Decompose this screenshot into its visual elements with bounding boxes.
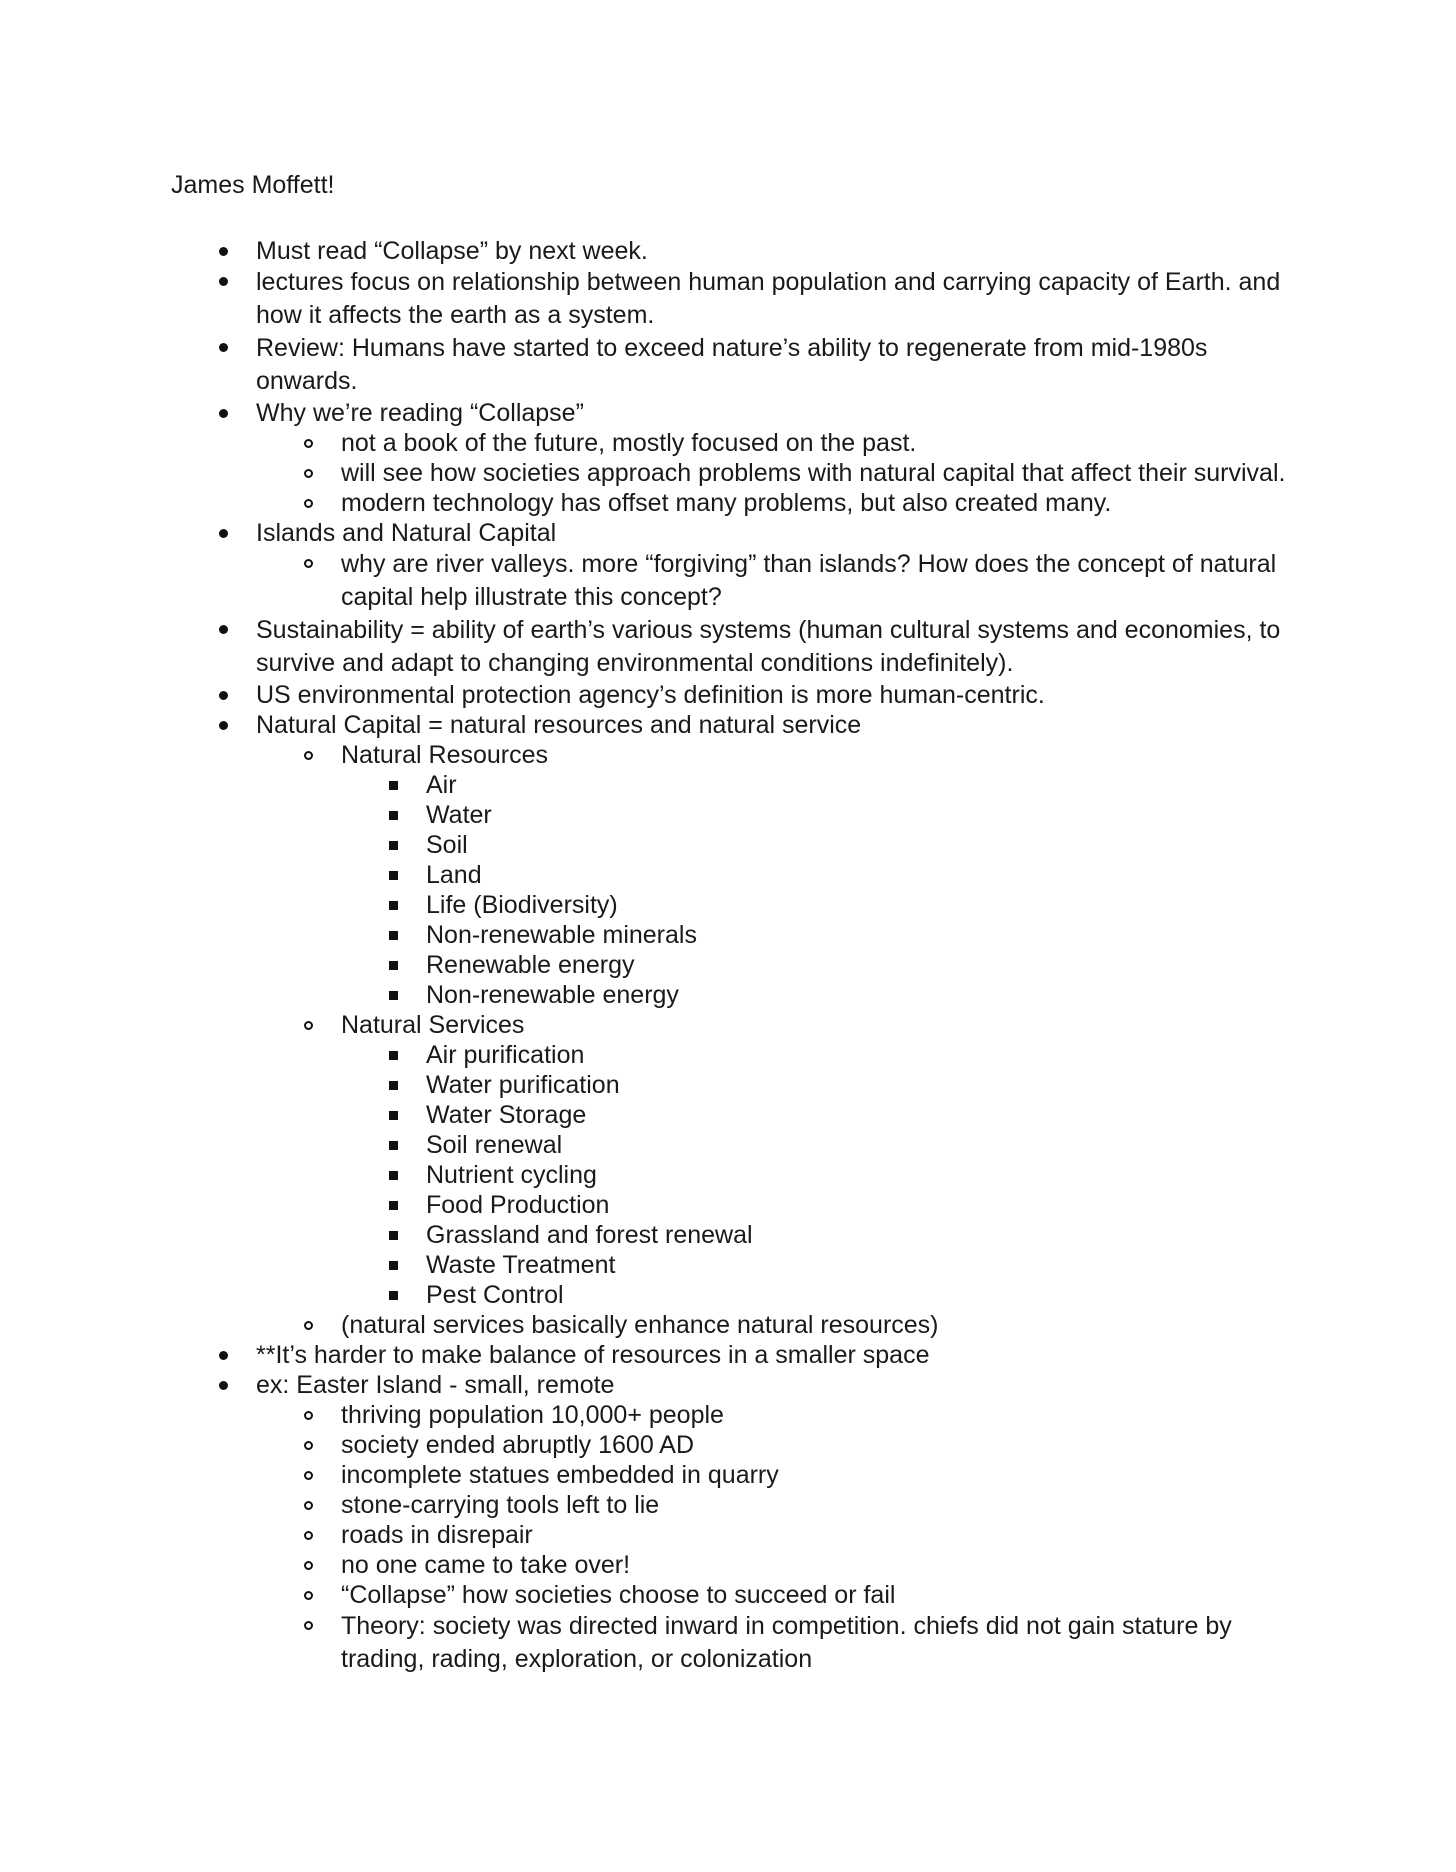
- list-item: [171, 770, 1301, 800]
- list-item-text: Waste Treatment: [426, 1251, 616, 1279]
- list-item: [171, 860, 1301, 890]
- list-item-text: Must read “Collapse” by next week.: [256, 237, 648, 265]
- list-item: [171, 830, 1301, 860]
- square-bullet-icon: [383, 1160, 403, 1190]
- list-item: [171, 1310, 1301, 1340]
- list-item-text: thriving population 10,000+ people: [341, 1401, 724, 1429]
- list-item: [171, 1130, 1301, 1160]
- list-item: [171, 1010, 1301, 1040]
- list-item-text: Natural Capital = natural resources and natural service: [256, 711, 862, 739]
- list-item-text: why are river valleys. more “forgiving” than islands? How does the concept of natural capital help illustrate this concept?: [341, 550, 1277, 611]
- list-item: [171, 1280, 1301, 1310]
- list-item: [171, 800, 1301, 830]
- list-item: [171, 398, 1301, 428]
- list-item: [171, 1580, 1301, 1610]
- square-bullet-icon: [383, 950, 403, 980]
- list-item: [171, 1610, 1301, 1676]
- list-item-text: Air: [426, 771, 457, 799]
- hollow-bullet-icon: [298, 1610, 318, 1640]
- list-item-text: Soil: [426, 831, 468, 859]
- hollow-bullet-icon: [298, 1550, 318, 1580]
- square-bullet-icon: [383, 980, 403, 1010]
- square-bullet-icon: [383, 920, 403, 950]
- list-item-text: Soil renewal: [426, 1131, 563, 1159]
- list-item: [171, 710, 1301, 740]
- bullet-icon: [213, 710, 233, 740]
- list-item: [171, 1370, 1301, 1400]
- list-item-text: society ended abruptly 1600 AD: [341, 1431, 695, 1459]
- list-item: [171, 1220, 1301, 1250]
- bullet-icon: [213, 518, 233, 548]
- list-item: [171, 428, 1301, 458]
- list-item-text: Air purification: [426, 1041, 585, 1069]
- hollow-bullet-icon: [298, 1010, 318, 1040]
- list-item: [171, 614, 1301, 680]
- list-item: [171, 1430, 1301, 1460]
- list-item: [171, 1400, 1301, 1430]
- list-item-text: Review: Humans have started to exceed nature’s ability to regenerate from mid-1980s onwards.: [256, 334, 1208, 395]
- list-item: [171, 266, 1301, 332]
- list-item: [171, 950, 1301, 980]
- list-item-text: Nutrient cycling: [426, 1161, 597, 1189]
- square-bullet-icon: [383, 890, 403, 920]
- list-item: [171, 488, 1301, 518]
- list-item-text: will see how societies approach problems with natural capital that affect their survival.: [341, 459, 1286, 487]
- bullet-icon: [213, 332, 233, 362]
- list-item: [171, 332, 1301, 398]
- list-item-text: Islands and Natural Capital: [256, 519, 557, 547]
- hollow-bullet-icon: [298, 1430, 318, 1460]
- list-item-text: Renewable energy: [426, 951, 635, 979]
- square-bullet-icon: [383, 860, 403, 890]
- hollow-bullet-icon: [298, 1310, 318, 1340]
- list-item-text: Natural Services: [341, 1011, 525, 1039]
- square-bullet-icon: [383, 1220, 403, 1250]
- list-item-text: Water purification: [426, 1071, 620, 1099]
- hollow-bullet-icon: [298, 1490, 318, 1520]
- list-item-text: “Collapse” how societies choose to succeed or fail: [341, 1581, 896, 1609]
- list-item-text: Pest Control: [426, 1281, 564, 1309]
- list-item-text: Grassland and forest renewal: [426, 1221, 753, 1249]
- list-item: [171, 1520, 1301, 1550]
- list-item-text: Non-renewable minerals: [426, 921, 697, 949]
- list-item-text: Why we’re reading “Collapse”: [256, 399, 584, 427]
- bullet-icon: [213, 266, 233, 296]
- square-bullet-icon: [383, 1130, 403, 1160]
- hollow-bullet-icon: [298, 1520, 318, 1550]
- notes-list: [171, 236, 1301, 1676]
- square-bullet-icon: [383, 800, 403, 830]
- list-item-text: US environmental protection agency’s definition is more human-centric.: [256, 681, 1045, 709]
- list-item-text: no one came to take over!: [341, 1551, 631, 1579]
- hollow-bullet-icon: [298, 428, 318, 458]
- list-item: [171, 1250, 1301, 1280]
- bullet-icon: [213, 1370, 233, 1400]
- list-item: [171, 1490, 1301, 1520]
- hollow-bullet-icon: [298, 1580, 318, 1610]
- square-bullet-icon: [383, 1040, 403, 1070]
- list-item: [171, 1100, 1301, 1130]
- list-item-text: incomplete statues embedded in quarry: [341, 1461, 779, 1489]
- list-item: [171, 920, 1301, 950]
- list-item: [171, 1550, 1301, 1580]
- square-bullet-icon: [383, 1190, 403, 1220]
- document-title: James Moffett!: [171, 171, 335, 199]
- square-bullet-icon: [383, 1100, 403, 1130]
- list-item-text: Water: [426, 801, 492, 829]
- hollow-bullet-icon: [298, 1400, 318, 1430]
- list-item-text: roads in disrepair: [341, 1521, 533, 1549]
- hollow-bullet-icon: [298, 740, 318, 770]
- bullet-icon: [213, 680, 233, 710]
- list-item: [171, 236, 1301, 266]
- list-item: [171, 1340, 1301, 1370]
- list-item: [171, 1040, 1301, 1070]
- bullet-icon: [213, 614, 233, 644]
- bullet-icon: [213, 236, 233, 266]
- list-item: [171, 1070, 1301, 1100]
- list-item-text: stone-carrying tools left to lie: [341, 1491, 660, 1519]
- list-item-text: Theory: society was directed inward in competition. chiefs did not gain stature by trading, rading, exploration, or colonization: [341, 1612, 1232, 1673]
- square-bullet-icon: [383, 1070, 403, 1100]
- list-item-text: (natural services basically enhance natural resources): [341, 1311, 939, 1339]
- list-item-text: Food Production: [426, 1191, 610, 1219]
- list-item: [171, 1160, 1301, 1190]
- square-bullet-icon: [383, 830, 403, 860]
- square-bullet-icon: [383, 1280, 403, 1310]
- list-item-text: Water Storage: [426, 1101, 587, 1129]
- hollow-bullet-icon: [298, 488, 318, 518]
- hollow-bullet-icon: [298, 458, 318, 488]
- list-item: [171, 1190, 1301, 1220]
- square-bullet-icon: [383, 770, 403, 800]
- list-item: [171, 1460, 1301, 1490]
- bullet-icon: [213, 1340, 233, 1370]
- hollow-bullet-icon: [298, 548, 318, 578]
- list-item-text: Sustainability = ability of earth’s various systems (human cultural systems and economies, to survive and adapt to changing environmental conditions indefinitely).: [256, 616, 1281, 677]
- list-item: [171, 458, 1301, 488]
- list-item-text: Non-renewable energy: [426, 981, 679, 1009]
- list-item: [171, 548, 1301, 614]
- list-item-text: lectures focus on relationship between human population and carrying capacity of Earth. and how it affects the earth as a system.: [256, 268, 1281, 329]
- list-item-text: Life (Biodiversity): [426, 891, 618, 919]
- list-item: [171, 680, 1301, 710]
- list-item: [171, 890, 1301, 920]
- list-item-text: Land: [426, 861, 482, 889]
- list-item: [171, 980, 1301, 1010]
- list-item: [171, 740, 1301, 770]
- list-item-text: Natural Resources: [341, 741, 549, 769]
- list-item-text: ex: Easter Island - small, remote: [256, 1371, 615, 1399]
- list-item-text: **It’s harder to make balance of resources in a smaller space: [256, 1341, 930, 1369]
- square-bullet-icon: [383, 1250, 403, 1280]
- hollow-bullet-icon: [298, 1460, 318, 1490]
- bullet-icon: [213, 398, 233, 428]
- list-item-text: not a book of the future, mostly focused on the past.: [341, 429, 917, 457]
- list-item-text: modern technology has offset many problems, but also created many.: [341, 489, 1112, 517]
- list-item: [171, 518, 1301, 548]
